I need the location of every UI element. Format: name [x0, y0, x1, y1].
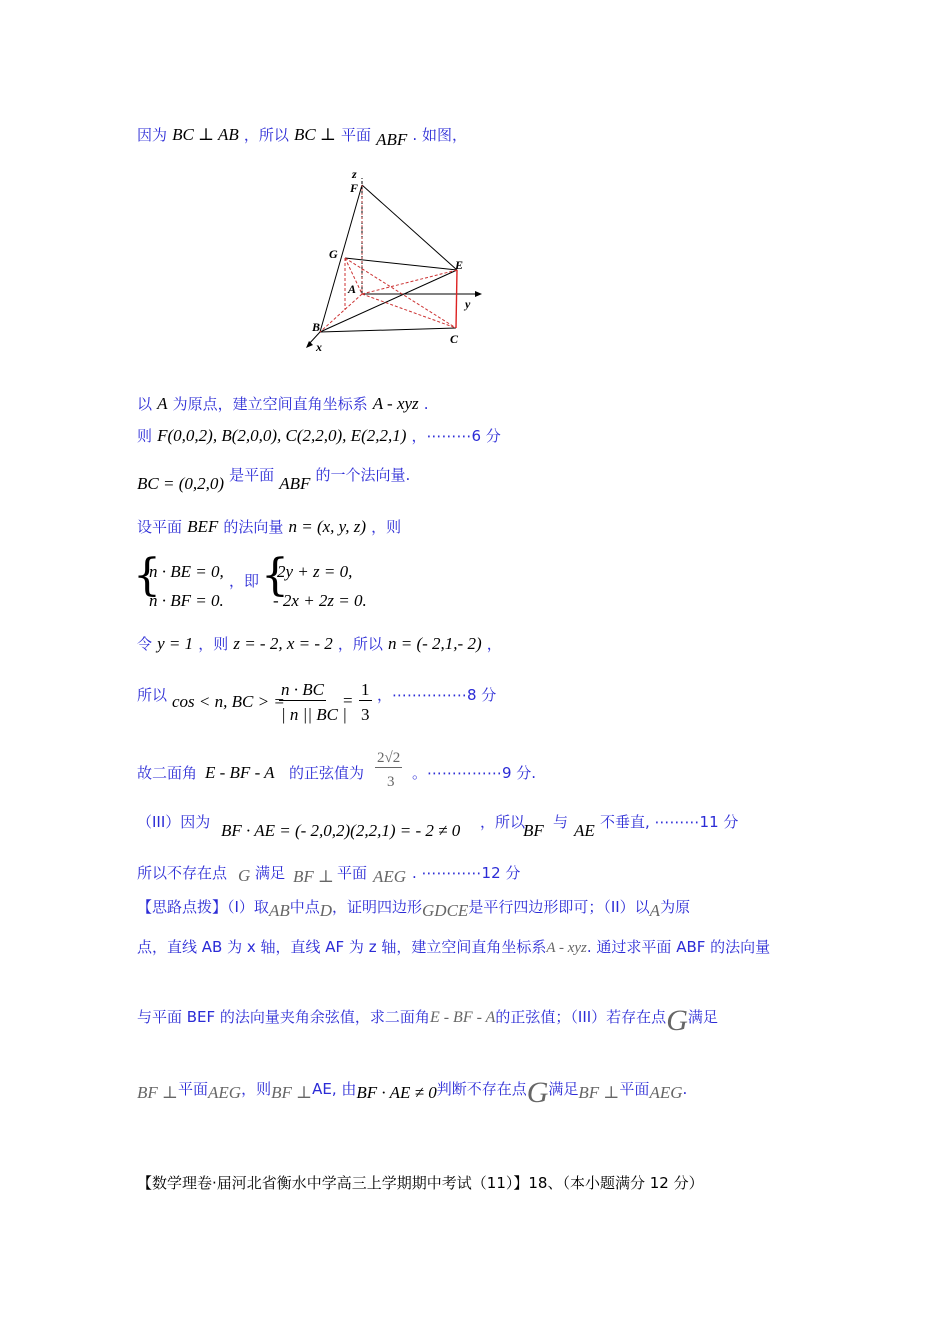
x-axis-arrow [306, 341, 313, 348]
text: 满足 [548, 1080, 579, 1098]
text: 满足 [255, 864, 286, 882]
left-brace-2: { [261, 550, 289, 601]
text: 是平面 [229, 466, 275, 484]
text: . 通过求平面 ABF 的法向量 [586, 938, 771, 956]
equals: = [343, 691, 353, 710]
frac-num: 2√2 [377, 750, 401, 766]
math-a-xyz: A - xyz [546, 940, 587, 956]
line-7 [137, 633, 502, 654]
edge-be [320, 270, 457, 332]
edge-fb [320, 185, 362, 332]
math-ae: AE [574, 821, 595, 840]
text: 为原 [660, 898, 691, 916]
text-ji: ，即 [229, 572, 260, 590]
math-y-eq-1: y = 1 [157, 634, 194, 653]
text: 令 [137, 635, 153, 653]
label-e: E [455, 258, 464, 272]
math-bc-perp: BC ⊥ [293, 125, 336, 144]
text: . [423, 395, 429, 413]
text: 因为 [137, 126, 168, 144]
frac-1-num: 1 [361, 680, 370, 699]
text: ，则 [198, 635, 229, 653]
label-x: x [316, 340, 322, 354]
label-f: F [350, 181, 359, 195]
math-n-value: n = (- 2,1,- 2) [387, 634, 482, 653]
math-bf-perp: BF ⊥ [271, 1083, 313, 1102]
math-bf-perp: BF ⊥ [137, 1083, 179, 1102]
math-bc-vector: BC = (0,2,0) [137, 474, 225, 493]
math-coords: F(0,0,2), B(2,0,0), C(2,2,0), E(2,2,1) [157, 426, 407, 445]
math-z-x: z = - 2, x = - 2 [233, 634, 333, 653]
text: 设平面 [137, 518, 183, 536]
line-1 [137, 124, 467, 149]
text: ，所以 [243, 126, 289, 144]
text: 为原点，建立空间直角坐标系 [172, 395, 368, 413]
text: 平面 [178, 1080, 209, 1098]
edge-ec [456, 270, 457, 328]
text: 平面 [337, 864, 368, 882]
text: 平面 [341, 126, 372, 144]
text: 与 [553, 813, 569, 831]
math-bef: BEF [187, 517, 219, 536]
text: 【思路点拨】（I）取 [137, 898, 269, 916]
math-dihedral: E - BF - A [429, 1009, 496, 1026]
text: ，所以 [337, 635, 383, 653]
math-g: G [238, 866, 251, 885]
math-ab: AB [268, 901, 290, 920]
math-d: D [319, 901, 333, 920]
eq-n-bf: n · BF = 0. [149, 591, 224, 610]
text: ，则 [371, 518, 402, 536]
left-brace: { [133, 550, 161, 601]
line-3 [137, 425, 501, 446]
text: ，证明四边形 [332, 898, 423, 916]
text: 的一个法向量. [315, 466, 411, 484]
line-5 [137, 516, 401, 537]
edge-ac-dashed [362, 294, 456, 328]
math-aeg: AEG [373, 867, 407, 886]
text: 点，直线 AB 为 x 轴，直线 AF 为 z 轴，建立空间直角坐标系 [137, 938, 547, 956]
footer-line [137, 1172, 704, 1193]
math-dihedral: E - BF - A [205, 763, 275, 782]
hint-line-4 [137, 1068, 688, 1109]
math-bf: BF [523, 821, 544, 840]
text: 与平面 BEF 的法向量夹角余弦值，求二面角 [137, 1008, 430, 1026]
text: ，所以 [480, 813, 526, 831]
math-bc-perp-ab: BC ⊥ AB [172, 125, 239, 144]
math-bf-ae-neq: BF · AE ≠ 0 [356, 1083, 437, 1102]
text: 中点 [289, 898, 320, 916]
math-a: A [649, 901, 661, 920]
text: ，则 [241, 1080, 272, 1098]
eq-n-be: n · BE = 0, [149, 562, 224, 581]
text: （III）因为 [137, 813, 211, 831]
text: ，⋯⋯⋯6 分 [411, 427, 501, 445]
text: 的正弦值为 [289, 764, 365, 782]
text: 判断不存在点 [436, 1080, 527, 1098]
eq-2y-z: 2y + z = 0, [277, 562, 353, 581]
math-a: A [157, 394, 168, 413]
math-bf-dot-ae: BF · AE = (- 2,0,2)(2,2,1) = - 2 ≠ 0 [221, 821, 461, 840]
geometry-figure [300, 160, 500, 360]
label-b: B [312, 320, 321, 334]
text: 的正弦值；（III）若存在点 [495, 1008, 667, 1026]
text: AE, 由 [312, 1080, 357, 1098]
label-y: y [465, 297, 471, 311]
text: 。⋯⋯⋯⋯⋯9 分. [412, 764, 537, 782]
label-z: z [352, 167, 357, 181]
text: 不垂直, ⋯⋯⋯11 分 [600, 813, 739, 831]
edge-bc [320, 328, 456, 332]
math-gdce: GDCE [422, 901, 469, 920]
math-g-large: G [666, 1004, 688, 1037]
label-a: A [348, 282, 357, 296]
text: . 如图， [412, 126, 467, 144]
text: 平面 [619, 1080, 650, 1098]
eq-2x-2z: - 2x + 2z = 0. [273, 591, 367, 610]
math-abf: ABF [376, 130, 408, 149]
footer-text: 【数学理卷·届河北省衡水中学高三上学期期中考试（11）】18、（本小题满分 12 分） [137, 1174, 704, 1192]
frac-den: | n || BC | [281, 705, 347, 724]
frac-den: 3 [387, 774, 395, 790]
math-cos: cos < n, BC > = [172, 692, 285, 711]
frac-num: n · BC [281, 680, 324, 699]
math-a-xyz: A - xyz [372, 394, 419, 413]
text: ，⋯⋯⋯⋯⋯8 分 [377, 686, 497, 704]
text: 满足 [687, 1008, 718, 1026]
hint-line-3 [137, 996, 718, 1037]
math-bf-perp: BF ⊥ [293, 867, 335, 886]
hint-line-2 [137, 936, 770, 957]
line-4 [137, 464, 411, 493]
text: . [682, 1080, 688, 1098]
text: 故二面角 [137, 764, 198, 782]
edge-ab-dashed [320, 294, 362, 332]
text: 是平行四边形即可；（II）以 [468, 898, 650, 916]
edge-ae-dashed [362, 270, 457, 294]
hint-line-1 [137, 896, 691, 920]
label-g: G [329, 247, 338, 261]
y-axis-arrow [475, 291, 482, 297]
text: 所以 [137, 686, 168, 704]
text: ， [486, 635, 502, 653]
frac-3-den: 3 [361, 705, 370, 724]
text: 以 [137, 395, 153, 413]
math-n-vector: n = (x, y, z) [288, 517, 367, 536]
label-c: C [450, 332, 459, 346]
math-g-large: G [526, 1076, 549, 1109]
math-bf-perp: BF ⊥ [578, 1083, 620, 1102]
text: 则 [137, 427, 153, 445]
math-aeg: AEG [649, 1083, 683, 1102]
edge-fe [362, 185, 457, 270]
line-2 [137, 393, 429, 414]
math-aeg: AEG [208, 1083, 242, 1102]
math-abf: ABF [279, 474, 311, 493]
text: 的法向量 [223, 518, 284, 536]
text: . ⋯⋯⋯⋯12 分 [412, 864, 521, 882]
text: 所以不存在点 [137, 864, 228, 882]
